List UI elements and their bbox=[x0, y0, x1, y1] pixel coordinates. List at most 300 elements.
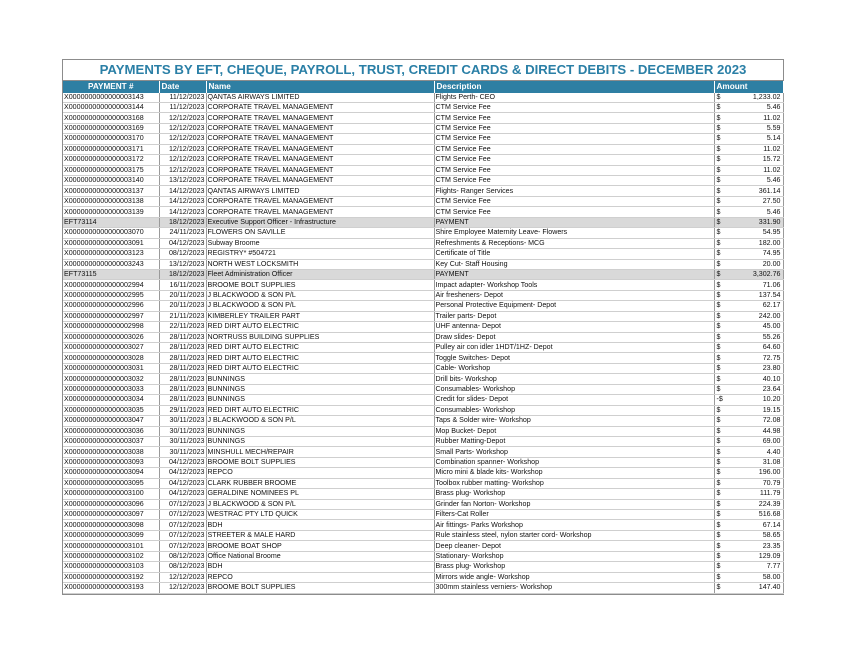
description-cell: Deep cleaner- Depot bbox=[434, 541, 714, 551]
currency-symbol: $ bbox=[716, 384, 721, 393]
date-cell: 13/12/2023 bbox=[159, 176, 206, 186]
amount-cell bbox=[714, 426, 783, 436]
currency-symbol: $ bbox=[716, 124, 721, 133]
header-date: Date bbox=[159, 81, 206, 93]
amount-cell bbox=[714, 384, 783, 394]
name-cell: BDH bbox=[206, 562, 434, 572]
name-cell: BUNNINGS bbox=[206, 395, 434, 405]
date-cell: 28/11/2023 bbox=[159, 363, 206, 373]
description-cell: Draw slides- Depot bbox=[434, 332, 714, 342]
currency-symbol: $ bbox=[716, 176, 721, 185]
description-cell: Small Parts- Workshop bbox=[434, 447, 714, 457]
amount-value: 23.64 bbox=[762, 384, 781, 393]
currency-symbol: $ bbox=[716, 92, 721, 101]
amount-value: 11.02 bbox=[763, 165, 781, 174]
amount-value: 20.00 bbox=[762, 259, 781, 268]
payment-cell: X0000000000000003033 bbox=[63, 384, 159, 394]
name-cell: BROOME BOLT SUPPLIES bbox=[206, 280, 434, 290]
table-row bbox=[63, 144, 783, 154]
date-cell: 07/12/2023 bbox=[159, 541, 206, 551]
date-cell: 30/11/2023 bbox=[159, 436, 206, 446]
table-row bbox=[63, 343, 783, 353]
description-cell: Refreshments & Receptions- MCG bbox=[434, 238, 714, 248]
table-row bbox=[63, 155, 783, 165]
payment-cell: X0000000000000003143 bbox=[63, 93, 159, 103]
description-cell: Certificate of Title bbox=[434, 249, 714, 259]
table-row bbox=[63, 510, 783, 520]
date-cell: 18/12/2023 bbox=[159, 269, 206, 279]
amount-value: 1,233.02 bbox=[752, 92, 781, 101]
amount-cell bbox=[714, 123, 783, 133]
description-cell: Rubber Matting-Depot bbox=[434, 436, 714, 446]
description-cell: 300mm stainless verniers- Workshop bbox=[434, 583, 714, 593]
amount-cell bbox=[714, 290, 783, 300]
amount-value: 23.35 bbox=[762, 541, 781, 550]
description-cell: Cable- Workshop bbox=[434, 363, 714, 373]
table-row bbox=[63, 583, 783, 593]
payment-cell: X0000000000000003102 bbox=[63, 551, 159, 561]
amount-value: 44.98 bbox=[762, 426, 781, 435]
name-cell: RED DIRT AUTO ELECTRIC bbox=[206, 353, 434, 363]
report-title: PAYMENTS BY EFT, CHEQUE, PAYROLL, TRUST, CREDIT CARDS & DIRECT DEBITS - DECEMBER 2023 bbox=[63, 60, 783, 81]
amount-value: 55.26 bbox=[762, 332, 781, 341]
currency-symbol: $ bbox=[716, 426, 721, 435]
payment-cell: X0000000000000003094 bbox=[63, 468, 159, 478]
amount-cell bbox=[714, 562, 783, 572]
date-cell: 28/11/2023 bbox=[159, 332, 206, 342]
name-cell: CORPORATE TRAVEL MANAGEMENT bbox=[206, 113, 434, 123]
amount-cell bbox=[714, 541, 783, 551]
table-row bbox=[63, 165, 783, 175]
name-cell: BROOME BOAT SHOP bbox=[206, 541, 434, 551]
description-cell: Air fittings- Parks Workshop bbox=[434, 520, 714, 530]
amount-value: 40.10 bbox=[762, 374, 781, 383]
payment-cell: X0000000000000003172 bbox=[63, 155, 159, 165]
amount-value: 71.06 bbox=[762, 280, 781, 289]
table-row bbox=[63, 572, 783, 582]
amount-value: 147.40 bbox=[758, 583, 781, 592]
table-row bbox=[63, 426, 783, 436]
currency-symbol: $ bbox=[716, 228, 721, 237]
description-cell: Key Cut- Staff Housing bbox=[434, 259, 714, 269]
amount-cell bbox=[714, 499, 783, 509]
amount-value: 70.79 bbox=[762, 478, 781, 487]
amount-value: 45.00 bbox=[762, 322, 781, 331]
description-cell: Flights Perth- CEO bbox=[434, 93, 714, 103]
table-row bbox=[63, 93, 783, 103]
payment-cell: X0000000000000002998 bbox=[63, 322, 159, 332]
description-cell: Trailer parts- Depot bbox=[434, 311, 714, 321]
description-cell: Consumables- Workshop bbox=[434, 405, 714, 415]
name-cell: Subway Broome bbox=[206, 238, 434, 248]
date-cell: 07/12/2023 bbox=[159, 510, 206, 520]
table-row bbox=[63, 405, 783, 415]
amount-cell bbox=[714, 489, 783, 499]
currency-symbol: $ bbox=[716, 238, 721, 247]
payment-cell: X0000000000000002997 bbox=[63, 311, 159, 321]
description-cell: PAYMENT bbox=[434, 269, 714, 279]
name-cell: GERALDINE NOMINEES PL bbox=[206, 489, 434, 499]
table-row bbox=[63, 478, 783, 488]
name-cell: KIMBERLEY TRAILER PART bbox=[206, 311, 434, 321]
table-row bbox=[63, 280, 783, 290]
description-cell: CTM Service Fee bbox=[434, 123, 714, 133]
amount-value: 67.14 bbox=[762, 520, 781, 529]
payment-cell: EFT73115 bbox=[63, 269, 159, 279]
description-cell: Credit for slides- Depot bbox=[434, 395, 714, 405]
name-cell: NORTH WEST LOCKSMITH bbox=[206, 259, 434, 269]
currency-symbol: $ bbox=[716, 103, 721, 112]
table-row bbox=[63, 176, 783, 186]
table-row bbox=[63, 436, 783, 446]
payment-cell: X0000000000000003091 bbox=[63, 238, 159, 248]
payment-cell: X0000000000000003070 bbox=[63, 228, 159, 238]
table-row bbox=[63, 238, 783, 248]
currency-symbol: $ bbox=[716, 249, 721, 258]
currency-symbol: $ bbox=[716, 332, 721, 341]
amount-cell bbox=[714, 102, 783, 112]
amount-value: 3,302.76 bbox=[752, 270, 781, 279]
date-cell: 12/12/2023 bbox=[159, 123, 206, 133]
date-cell: 08/12/2023 bbox=[159, 551, 206, 561]
payment-cell: X0000000000000003031 bbox=[63, 363, 159, 373]
name-cell: CORPORATE TRAVEL MANAGEMENT bbox=[206, 165, 434, 175]
amount-cell bbox=[714, 332, 783, 342]
table-row bbox=[63, 134, 783, 144]
name-cell: BROOME BOLT SUPPLIES bbox=[206, 457, 434, 467]
payment-cell: X0000000000000003168 bbox=[63, 113, 159, 123]
currency-symbol: $ bbox=[716, 311, 721, 320]
payment-cell: X0000000000000003243 bbox=[63, 259, 159, 269]
date-cell: 29/11/2023 bbox=[159, 405, 206, 415]
date-cell: 11/12/2023 bbox=[159, 93, 206, 103]
payment-cell: X0000000000000003097 bbox=[63, 510, 159, 520]
date-cell: 04/12/2023 bbox=[159, 468, 206, 478]
currency-symbol: $ bbox=[716, 510, 721, 519]
table-row bbox=[63, 374, 783, 384]
amount-cell bbox=[714, 583, 783, 593]
date-cell: 13/12/2023 bbox=[159, 259, 206, 269]
amount-value: 5.59 bbox=[766, 124, 781, 133]
payment-cell: X0000000000000003095 bbox=[63, 478, 159, 488]
name-cell: Office National Broome bbox=[206, 551, 434, 561]
currency-symbol: $ bbox=[716, 551, 721, 560]
date-cell: 08/12/2023 bbox=[159, 562, 206, 572]
table-row bbox=[63, 249, 783, 259]
name-cell: RED DIRT AUTO ELECTRIC bbox=[206, 322, 434, 332]
amount-value: 10.20 bbox=[762, 395, 781, 404]
amount-value: 54.95 bbox=[762, 228, 781, 237]
description-cell: Filters-Cat Roller bbox=[434, 510, 714, 520]
date-cell: 28/11/2023 bbox=[159, 343, 206, 353]
amount-value: 129.09 bbox=[758, 551, 781, 560]
payment-cell: X0000000000000002996 bbox=[63, 301, 159, 311]
amount-value: 196.00 bbox=[758, 468, 781, 477]
currency-symbol: $ bbox=[716, 458, 721, 467]
date-cell: 07/12/2023 bbox=[159, 520, 206, 530]
table-row bbox=[63, 228, 783, 238]
date-cell: 22/11/2023 bbox=[159, 322, 206, 332]
amount-cell bbox=[714, 238, 783, 248]
currency-symbol: $ bbox=[716, 562, 721, 571]
date-cell: 28/11/2023 bbox=[159, 384, 206, 394]
currency-symbol: $ bbox=[716, 405, 721, 414]
description-cell: Impact adapter- Workshop Tools bbox=[434, 280, 714, 290]
amount-cell bbox=[714, 353, 783, 363]
description-cell: Grinder fan Norton- Workshop bbox=[434, 499, 714, 509]
amount-cell bbox=[714, 311, 783, 321]
payment-cell: X0000000000000003093 bbox=[63, 457, 159, 467]
payment-cell: X0000000000000003138 bbox=[63, 196, 159, 206]
amount-value: 64.60 bbox=[762, 343, 781, 352]
date-cell: 04/12/2023 bbox=[159, 489, 206, 499]
date-cell: 24/11/2023 bbox=[159, 228, 206, 238]
table-row bbox=[63, 457, 783, 467]
name-cell: BUNNINGS bbox=[206, 374, 434, 384]
date-cell: 18/12/2023 bbox=[159, 217, 206, 227]
payment-cell: X0000000000000003038 bbox=[63, 447, 159, 457]
payment-cell: X0000000000000003103 bbox=[63, 562, 159, 572]
table-row bbox=[63, 551, 783, 561]
amount-cell bbox=[714, 468, 783, 478]
payment-cell: X0000000000000003169 bbox=[63, 123, 159, 133]
currency-symbol: $ bbox=[716, 374, 721, 383]
amount-cell bbox=[714, 572, 783, 582]
name-cell: RED DIRT AUTO ELECTRIC bbox=[206, 363, 434, 373]
payment-cell: X0000000000000003099 bbox=[63, 530, 159, 540]
description-cell: CTM Service Fee bbox=[434, 155, 714, 165]
currency-symbol: $ bbox=[716, 437, 721, 446]
amount-value: 15.72 bbox=[762, 155, 781, 164]
currency-symbol: $ bbox=[716, 447, 721, 456]
name-cell: REPCO bbox=[206, 468, 434, 478]
date-cell: 30/11/2023 bbox=[159, 447, 206, 457]
amount-cell bbox=[714, 374, 783, 384]
table-row bbox=[63, 489, 783, 499]
payment-cell: X0000000000000003026 bbox=[63, 332, 159, 342]
currency-symbol: $ bbox=[716, 217, 721, 226]
table-row bbox=[63, 123, 783, 133]
date-cell: 12/12/2023 bbox=[159, 572, 206, 582]
name-cell: BUNNINGS bbox=[206, 384, 434, 394]
currency-symbol: $ bbox=[716, 270, 721, 279]
date-cell: 16/11/2023 bbox=[159, 280, 206, 290]
amount-cell bbox=[714, 176, 783, 186]
amount-value: 11.02 bbox=[763, 144, 781, 153]
date-cell: 28/11/2023 bbox=[159, 353, 206, 363]
description-cell: Taps & Solder wire- Workshop bbox=[434, 416, 714, 426]
payment-cell: X0000000000000003171 bbox=[63, 144, 159, 154]
currency-symbol: $ bbox=[716, 144, 721, 153]
payment-cell: X0000000000000003047 bbox=[63, 416, 159, 426]
payment-cell: X0000000000000003096 bbox=[63, 499, 159, 509]
name-cell: BUNNINGS bbox=[206, 436, 434, 446]
header-payment: PAYMENT # bbox=[63, 81, 159, 93]
table-row bbox=[63, 468, 783, 478]
currency-symbol: $ bbox=[716, 155, 721, 164]
payments-sheet bbox=[62, 59, 784, 595]
amount-value: 331.90 bbox=[758, 217, 781, 226]
name-cell: CORPORATE TRAVEL MANAGEMENT bbox=[206, 176, 434, 186]
amount-value: 5.46 bbox=[766, 207, 781, 216]
amount-cell bbox=[714, 343, 783, 353]
amount-cell bbox=[714, 520, 783, 530]
table-row bbox=[63, 499, 783, 509]
payment-cell: X0000000000000003193 bbox=[63, 583, 159, 593]
date-cell: 20/11/2023 bbox=[159, 301, 206, 311]
description-cell: CTM Service Fee bbox=[434, 102, 714, 112]
name-cell: WESTRAC PTY LTD QUICK bbox=[206, 510, 434, 520]
amount-value: 111.79 bbox=[759, 489, 781, 498]
currency-symbol: $ bbox=[716, 583, 721, 592]
table-row bbox=[63, 322, 783, 332]
payment-cell: X0000000000000003175 bbox=[63, 165, 159, 175]
date-cell: 28/11/2023 bbox=[159, 374, 206, 384]
amount-cell bbox=[714, 269, 783, 279]
description-cell: Micro mini & blade kits- Workshop bbox=[434, 468, 714, 478]
payment-cell: X0000000000000003170 bbox=[63, 134, 159, 144]
currency-symbol: $ bbox=[716, 468, 721, 477]
description-cell: Brass plug- Workshop bbox=[434, 489, 714, 499]
description-cell: Pulley air con idler 1HDT/1HZ- Depot bbox=[434, 343, 714, 353]
currency-symbol: -$ bbox=[716, 395, 723, 404]
amount-cell bbox=[714, 478, 783, 488]
amount-cell bbox=[714, 280, 783, 290]
payment-cell: X0000000000000003144 bbox=[63, 102, 159, 112]
amount-cell bbox=[714, 457, 783, 467]
currency-symbol: $ bbox=[716, 353, 721, 362]
name-cell: CORPORATE TRAVEL MANAGEMENT bbox=[206, 102, 434, 112]
name-cell: STREETER & MALE HARD bbox=[206, 530, 434, 540]
description-cell: CTM Service Fee bbox=[434, 134, 714, 144]
name-cell: FLOWERS ON SAVILLE bbox=[206, 228, 434, 238]
payment-cell: X0000000000000003035 bbox=[63, 405, 159, 415]
table-row bbox=[63, 102, 783, 112]
date-cell: 28/11/2023 bbox=[159, 395, 206, 405]
payment-cell: X0000000000000002994 bbox=[63, 280, 159, 290]
payment-cell: X0000000000000003036 bbox=[63, 426, 159, 436]
currency-symbol: $ bbox=[716, 301, 721, 310]
name-cell: QANTAS AIRWAYS LIMITED bbox=[206, 186, 434, 196]
payment-cell: X0000000000000003034 bbox=[63, 395, 159, 405]
header-name: Name bbox=[206, 81, 434, 93]
currency-symbol: $ bbox=[716, 165, 721, 174]
currency-symbol: $ bbox=[716, 197, 721, 206]
date-cell: 07/12/2023 bbox=[159, 499, 206, 509]
amount-cell bbox=[714, 144, 783, 154]
payment-cell: X0000000000000003123 bbox=[63, 249, 159, 259]
amount-cell bbox=[714, 447, 783, 457]
date-cell: 12/12/2023 bbox=[159, 155, 206, 165]
table-row bbox=[63, 311, 783, 321]
description-cell: Mirrors wide angle- Workshop bbox=[434, 572, 714, 582]
amount-cell bbox=[714, 134, 783, 144]
payment-cell: X0000000000000002995 bbox=[63, 290, 159, 300]
header-row bbox=[63, 81, 783, 93]
currency-symbol: $ bbox=[716, 520, 721, 529]
table-row bbox=[63, 290, 783, 300]
amount-cell bbox=[714, 186, 783, 196]
description-cell: UHF antenna- Depot bbox=[434, 322, 714, 332]
amount-value: 27.50 bbox=[762, 197, 781, 206]
name-cell: RED DIRT AUTO ELECTRIC bbox=[206, 405, 434, 415]
description-cell: Shire Employee Maternity Leave- Flowers bbox=[434, 228, 714, 238]
table-row bbox=[63, 353, 783, 363]
amount-cell bbox=[714, 113, 783, 123]
amount-cell bbox=[714, 155, 783, 165]
currency-symbol: $ bbox=[716, 113, 721, 122]
amount-value: 69.00 bbox=[762, 437, 781, 446]
name-cell: J BLACKWOOD & SON P/L bbox=[206, 290, 434, 300]
table-row bbox=[63, 530, 783, 540]
currency-symbol: $ bbox=[716, 280, 721, 289]
table-row bbox=[63, 301, 783, 311]
name-cell: MINSHULL MECH/REPAIR bbox=[206, 447, 434, 457]
table-row bbox=[63, 416, 783, 426]
amount-cell bbox=[714, 322, 783, 332]
name-cell: J BLACKWOOD & SON P/L bbox=[206, 301, 434, 311]
date-cell: 04/12/2023 bbox=[159, 478, 206, 488]
payment-cell: X0000000000000003100 bbox=[63, 489, 159, 499]
currency-symbol: $ bbox=[716, 416, 721, 425]
name-cell: BROOME BOLT SUPPLIES bbox=[206, 583, 434, 593]
description-cell: CTM Service Fee bbox=[434, 144, 714, 154]
table-row bbox=[63, 363, 783, 373]
description-cell: Combination spanner- Workshop bbox=[434, 457, 714, 467]
table-row bbox=[63, 395, 783, 405]
name-cell: J BLACKWOOD & SON P/L bbox=[206, 416, 434, 426]
amount-cell bbox=[714, 207, 783, 217]
currency-symbol: $ bbox=[716, 259, 721, 268]
name-cell: CORPORATE TRAVEL MANAGEMENT bbox=[206, 196, 434, 206]
date-cell: 12/12/2023 bbox=[159, 113, 206, 123]
currency-symbol: $ bbox=[716, 489, 721, 498]
table-row bbox=[63, 332, 783, 342]
table-row bbox=[63, 217, 783, 227]
amount-cell bbox=[714, 551, 783, 561]
amount-cell bbox=[714, 228, 783, 238]
description-cell: Drill bits- Workshop bbox=[434, 374, 714, 384]
name-cell: CLARK RUBBER BROOME bbox=[206, 478, 434, 488]
date-cell: 30/11/2023 bbox=[159, 426, 206, 436]
name-cell: Executive Support Officer - Infrastructure bbox=[206, 217, 434, 227]
amount-cell bbox=[714, 93, 783, 103]
amount-value: 242.00 bbox=[758, 311, 781, 320]
description-cell: Air fresheners- Depot bbox=[434, 290, 714, 300]
description-cell: CTM Service Fee bbox=[434, 176, 714, 186]
date-cell: 21/11/2023 bbox=[159, 311, 206, 321]
description-cell: CTM Service Fee bbox=[434, 207, 714, 217]
date-cell: 12/12/2023 bbox=[159, 144, 206, 154]
description-cell: Toggle Switches- Depot bbox=[434, 353, 714, 363]
date-cell: 08/12/2023 bbox=[159, 249, 206, 259]
payment-cell: X0000000000000003137 bbox=[63, 186, 159, 196]
description-cell: CTM Service Fee bbox=[434, 113, 714, 123]
amount-cell bbox=[714, 217, 783, 227]
date-cell: 04/12/2023 bbox=[159, 238, 206, 248]
description-cell: Brass plug- Workshop bbox=[434, 562, 714, 572]
table-row bbox=[63, 259, 783, 269]
amount-cell bbox=[714, 510, 783, 520]
description-cell: Toolbox rubber matting- Workshop bbox=[434, 478, 714, 488]
payment-cell: X0000000000000003192 bbox=[63, 572, 159, 582]
payment-cell: X0000000000000003032 bbox=[63, 374, 159, 384]
payments-table bbox=[63, 81, 784, 594]
amount-value: 58.65 bbox=[762, 531, 781, 540]
header-description: Description bbox=[434, 81, 714, 93]
description-cell: Flights- Ranger Services bbox=[434, 186, 714, 196]
payment-cell: EFT73114 bbox=[63, 217, 159, 227]
